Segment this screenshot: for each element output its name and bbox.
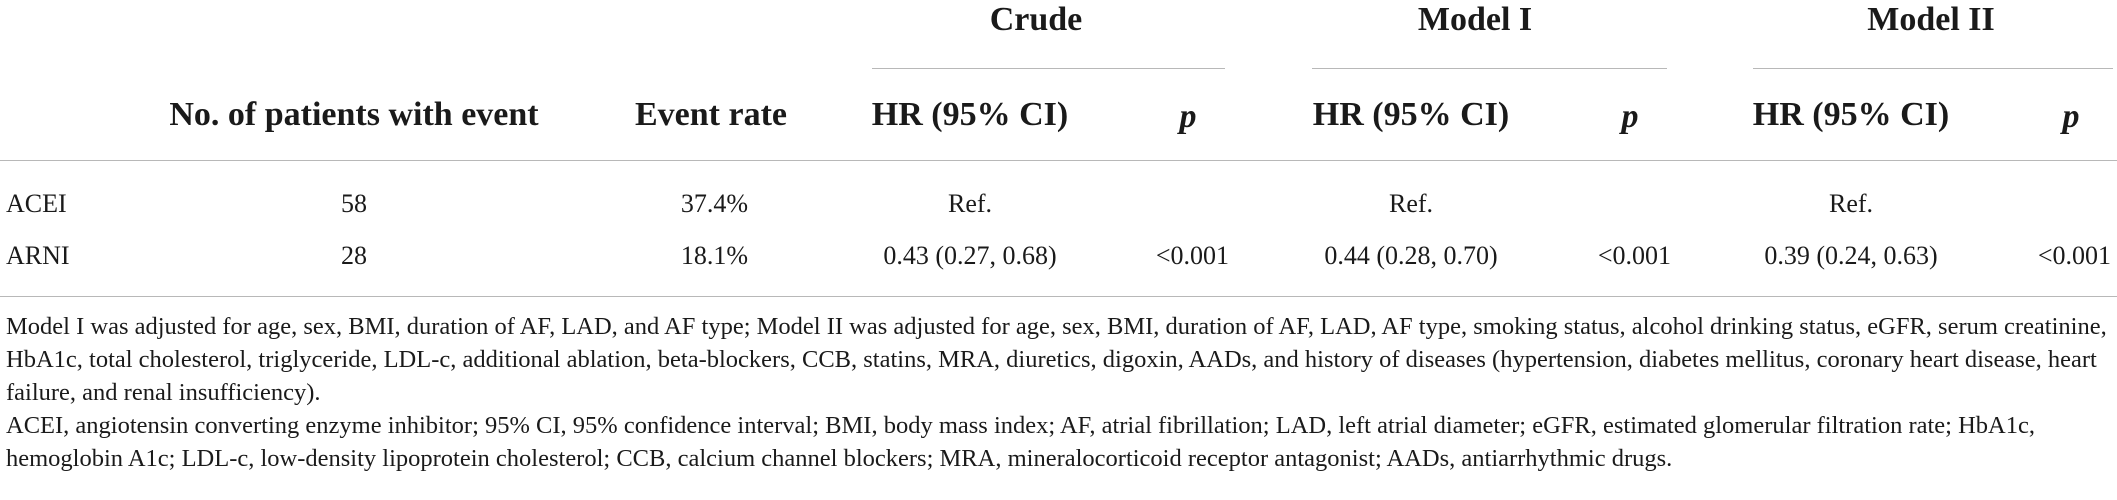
header-rule [0,160,2117,161]
col-header-event-rate: Event rate [634,96,788,133]
footnote-abbreviations: ACEI, angiotensin converting enzyme inhibitor; 95% CI, 95% confidence interval; BMI, body mass index; AF, atrial fibrillation; LAD, left atrial diameter; eGFR, estimated glomerular filtration rate; HbA1c, hemoglobin A1c; LDL-c, low-density lipoprotein cholesterol; CCB, calcium channel blockers; MRA, mineralocorticoid receptor antagonist; AADs, antiarrhythmic drugs. [6,412,2035,472]
group-rule-crude [872,68,1225,69]
col-header-hr-crude: HR (95% CI) [871,96,1069,133]
col-header-p-crude: p [1179,98,1197,135]
table-footnotes [6,310,2111,475]
group-rule-model2 [1753,68,2113,69]
row-arni-p-crude: <0.001 [1155,241,1229,270]
row-acei-hr-crude: Ref. [947,189,993,218]
col-header-patients: No. of patients with event [169,96,539,133]
row-acei-hr-model1: Ref. [1388,189,1434,218]
row-arni-group: ARNI [6,241,70,270]
row-acei-group: ACEI [6,189,67,218]
row-arni-event-rate: 18.1% [680,241,748,270]
row-arni-hr-model1: 0.44 (0.28, 0.70) [1324,241,1498,270]
table-bottom-rule [0,296,2117,297]
group-rule-model1 [1312,68,1667,69]
row-acei-event-rate: 37.4% [680,189,748,218]
col-header-p-model1: p [1621,98,1639,135]
col-header-hr-model2: HR (95% CI) [1752,96,1950,133]
row-arni-p-model2: <0.001 [2037,241,2111,270]
group-header-model1: Model I [1417,1,1533,38]
row-acei-hr-model2: Ref. [1828,189,1874,218]
row-acei-patients: 58 [341,189,367,218]
row-arni-patients: 28 [341,241,367,270]
group-header-crude: Crude [989,1,1083,38]
footnote-models: Model I was adjusted for age, sex, BMI, duration of AF, LAD, and AF type; Model II was adjusted for age, sex, BMI, duration of AF, LAD, AF type, smoking status, alcohol drinking status, eGFR, serum creatinine, HbA1c, total cholesterol, triglyceride, LDL-c, additional ablation, beta-blockers, CCB, statins, MRA, diuretics, digoxin, AADs, and history of diseases (hypertension, diabetes mellitus, coronary heart disease, heart failure, and renal insufficiency). [6,313,2107,406]
group-header-model2: Model II [1867,1,1995,38]
row-arni-hr-crude: 0.43 (0.27, 0.68) [883,241,1057,270]
row-arni-p-model1: <0.001 [1597,241,1671,270]
row-arni-hr-model2: 0.39 (0.24, 0.63) [1764,241,1938,270]
col-header-hr-model1: HR (95% CI) [1312,96,1510,133]
col-header-p-model2: p [2062,98,2080,135]
